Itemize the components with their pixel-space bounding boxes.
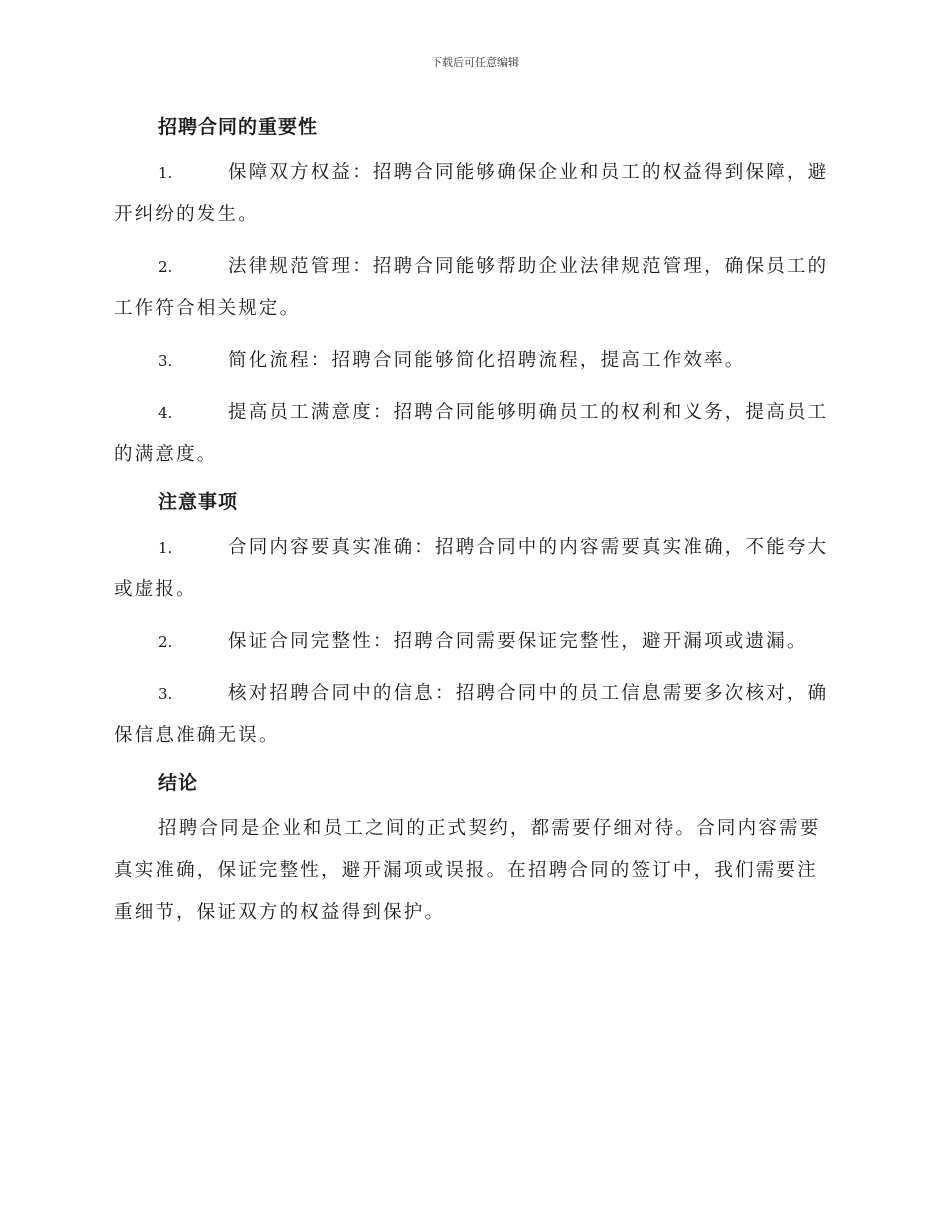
list-item-number: 1. (158, 539, 173, 557)
list-item-text: 简化流程：招聘合同能够简化招聘流程，提高工作效率。 (228, 350, 746, 371)
list-item (114, 152, 832, 236)
list-item (114, 673, 832, 757)
list-item-text: 保障双方权益：招聘合同能够确保企业和员工的权益得到保障，避开纠纷的发生。 (114, 162, 829, 225)
header-note: 下载后可任意编辑 (431, 56, 519, 69)
list-item (114, 527, 832, 611)
section-heading: 招聘合同的重要性 (158, 116, 319, 138)
list-item-number: 2. (158, 258, 173, 276)
section-heading: 结论 (158, 772, 199, 794)
list-item (114, 621, 832, 663)
list-item-text: 提高员工满意度：招聘合同能够明确员工的权利和义务，提高员工的满意度。 (114, 402, 829, 465)
list-item-text: 法律规范管理：招聘合同能够帮助企业法律规范管理，确保员工的工作符合相关规定。 (114, 256, 829, 319)
list-item (114, 392, 832, 476)
list-item-number: 1. (158, 164, 173, 182)
conclusion-paragraph: 招聘合同是企业和员工之间的正式契约，都需要仔细对待。合同内容需要真实准确，保证完整性，避开漏项或误报。在招聘合同的签订中，我们需要注重细节，保证双方的权益得到保护。 (114, 818, 821, 923)
list-item-number: 3. (158, 685, 173, 703)
list-item (114, 340, 832, 382)
list-item-number: 2. (158, 633, 173, 651)
list-item-text: 保证合同完整性：招聘合同需要保证完整性，避开漏项或遗漏。 (228, 631, 808, 652)
document-body (114, 112, 832, 934)
list-item-text: 核对招聘合同中的信息：招聘合同中的员工信息需要多次核对，确保信息准确无误。 (114, 683, 829, 746)
list-item (114, 246, 832, 330)
list-item-number: 3. (158, 352, 173, 370)
list-item-number: 4. (158, 404, 173, 422)
section-heading: 注意事项 (158, 491, 239, 513)
list-item-text: 合同内容要真实准确：招聘合同中的内容需要真实准确，不能夸大或虚报。 (114, 537, 829, 600)
